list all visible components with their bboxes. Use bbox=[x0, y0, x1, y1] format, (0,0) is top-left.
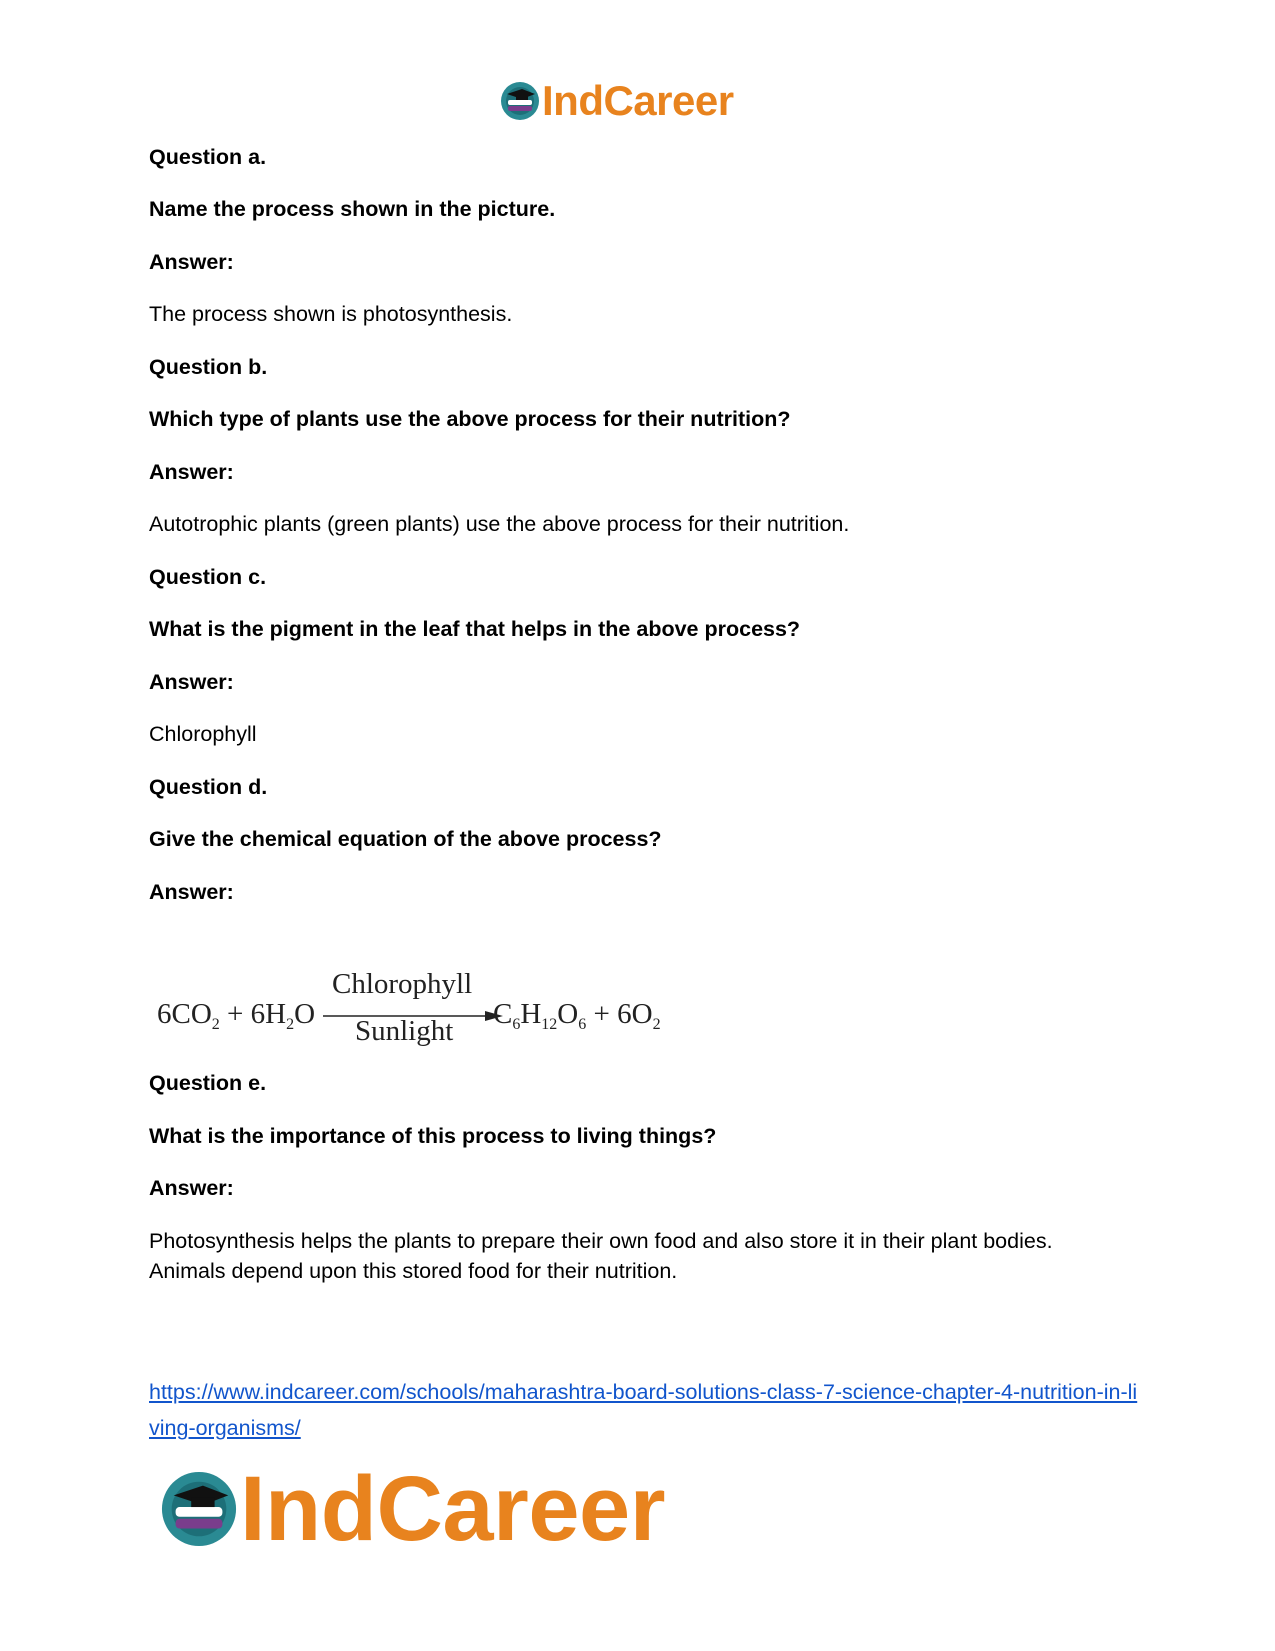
graduation-book-icon bbox=[160, 1470, 238, 1548]
question-label: Question e. bbox=[149, 1071, 267, 1095]
question-text: Give the chemical equation of the above process? bbox=[149, 827, 662, 851]
brand-name: IndCareer bbox=[542, 77, 734, 124]
equation-products: $C_6H_{12}O_6 + 6O_2$ bbox=[493, 998, 661, 1033]
answer-label: Answer: bbox=[149, 460, 234, 484]
answer-label: Answer: bbox=[149, 880, 234, 904]
equation-catalyst: Chlorophyll bbox=[332, 968, 473, 1000]
question-label: Question a. bbox=[149, 145, 267, 169]
answer-label: Answer: bbox=[149, 670, 234, 694]
question-text: Name the process shown in the picture. bbox=[149, 197, 556, 221]
graduation-book-icon bbox=[500, 81, 540, 121]
question-text: What is the pigment in the leaf that helps in the above process? bbox=[149, 617, 801, 641]
logo-bottom bbox=[160, 1458, 665, 1560]
brand-name: IndCareer bbox=[240, 1458, 665, 1560]
equation-condition: Sunlight bbox=[355, 1015, 454, 1047]
answer-label: Answer: bbox=[149, 250, 234, 274]
question-label: Question d. bbox=[149, 775, 268, 799]
answer-label: Answer: bbox=[149, 1176, 234, 1200]
answer-text: Autotrophic plants (green plants) use the above process for their nutrition. bbox=[149, 512, 850, 536]
question-text: What is the importance of this process to living things? bbox=[149, 1124, 717, 1148]
question-text: Which type of plants use the above process for their nutrition? bbox=[149, 407, 791, 431]
logo-top bbox=[500, 77, 734, 124]
source-link[interactable]: https://www.indcareer.com/schools/maharashtra-board-solutions-class-7-science-chapter-4-nutrition-in-living-organisms/ bbox=[149, 1380, 1138, 1440]
equation-reactants: $6CO_2 + 6H_2O$ bbox=[157, 998, 316, 1033]
answer-text: The process shown is photosynthesis. bbox=[149, 302, 513, 326]
answer-text: Photosynthesis helps the plants to prepare their own food and also store it in their plant bodies. Animals depend upon this stored food for their nutrition. bbox=[149, 1229, 1053, 1283]
chemical-equation bbox=[149, 968, 679, 1058]
answer-text: Chlorophyll bbox=[149, 722, 257, 746]
question-label: Question b. bbox=[149, 355, 268, 379]
question-label: Question c. bbox=[149, 565, 267, 589]
